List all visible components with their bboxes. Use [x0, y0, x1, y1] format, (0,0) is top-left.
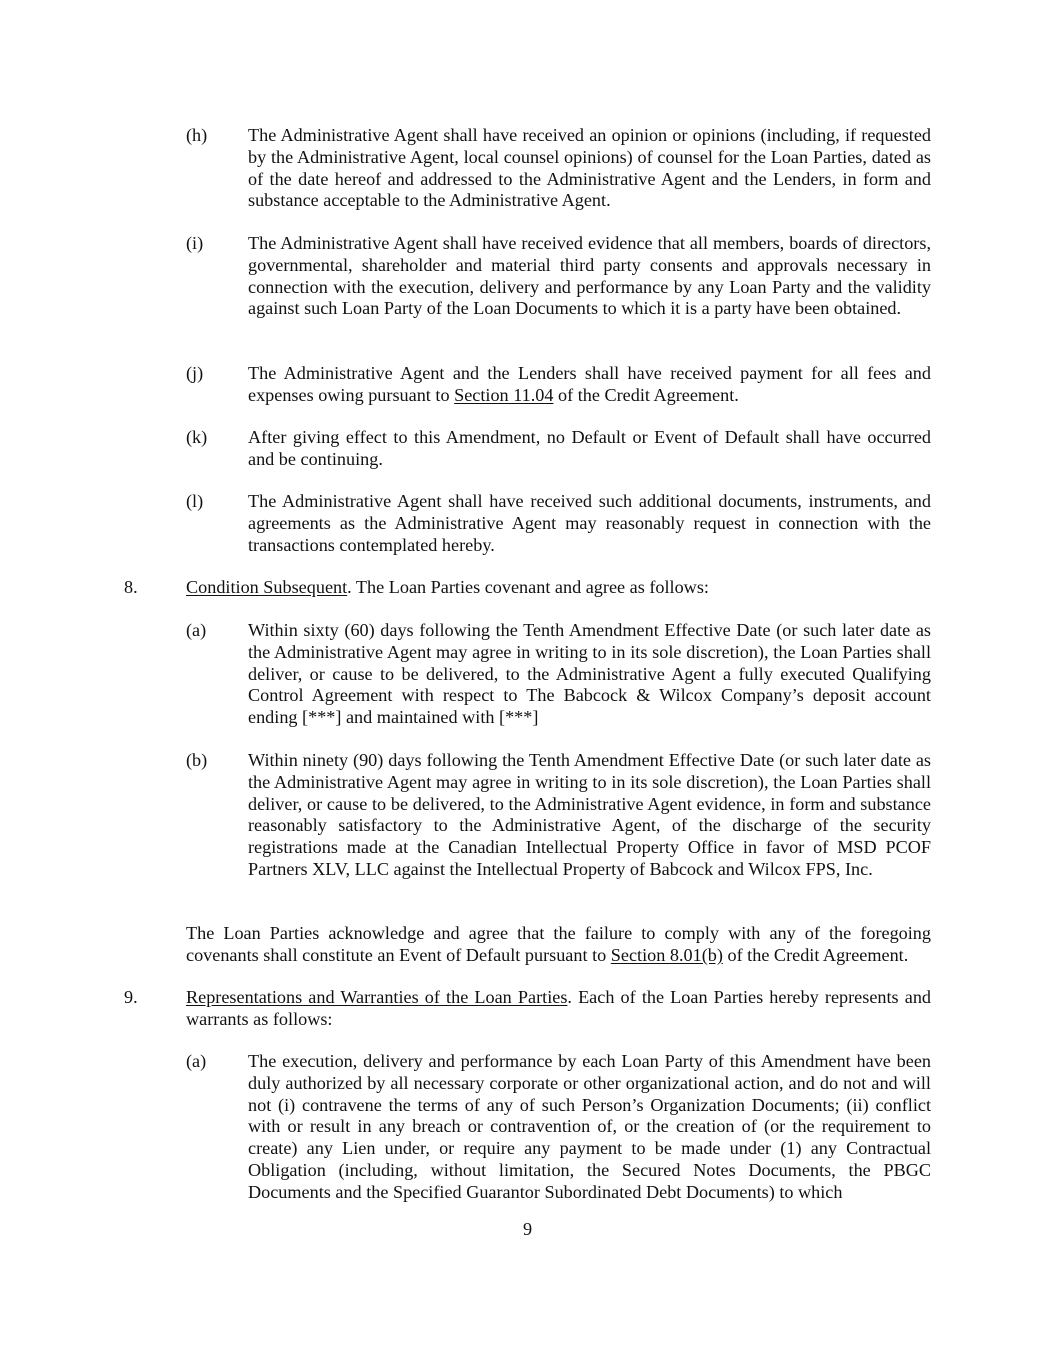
item-label-8b: (b): [186, 750, 208, 770]
section-reference: Section 8.01(b): [610, 944, 723, 965]
section-9-heading-line: [186, 987, 931, 1031]
item-text-h: The Administrative Agent shall have received an opinion or opinions (including, if requested by the Administrative Agent, local counsel opinions) of counsel for the Loan Parties, dated as of the date hereof and addressed to the Administrative Agent and the Lenders, in form and substance acceptable to the Administrative Agent.: [248, 125, 931, 211]
section-9-intro: . Each of the Loan Parties hereby represents and warrants as follows:: [186, 987, 932, 1029]
section-8-heading-line: [186, 577, 931, 599]
section-8-intro: . The Loan Parties covenant and agree as follows:: [347, 577, 709, 597]
item-label-i: (i): [186, 233, 204, 253]
section-8-number: 8.: [124, 577, 138, 597]
item-text-j-before: The Administrative Agent and the Lenders shall have received payment for all fees and expenses owing pursuant to: [248, 363, 931, 405]
item-label-k: (k): [186, 427, 208, 447]
item-text-j: [248, 363, 931, 407]
section-reference: Section 11.04: [454, 384, 554, 405]
item-label-8a: (a): [186, 620, 207, 640]
item-text-l: The Administrative Agent shall have received such additional documents, instruments, and agreements as the Administrative Agent may reasonably request in connection with the transactions contemplated hereby.: [248, 491, 931, 555]
section-9-heading: Representations and Warranties of the Loan Parties: [186, 987, 568, 1007]
item-label-h: (h): [186, 125, 208, 145]
closing-after: of the Credit Agreement.: [722, 944, 909, 965]
item-label-9a: (a): [186, 1051, 207, 1071]
item-text-j-after: of the Credit Agreement.: [553, 384, 739, 405]
closing-before: The Loan Parties acknowledge and agree that the failure to comply with any of the foregoing covenants shall constitute an Event of Default pursuant to: [186, 923, 931, 965]
item-text-i: The Administrative Agent shall have received evidence that all members, boards of directors, governmental, shareholder and material third party consents and approvals necessary in connection with the execution, delivery and performance by any Loan Party and the validity against such Loan Party of the Loan Documents to which it is a party have been obtained.: [248, 233, 931, 319]
item-text-k: After giving effect to this Amendment, no Default or Event of Default shall have occurred and be continuing.: [248, 427, 931, 469]
section-9-number: 9.: [124, 987, 138, 1007]
section-8-heading: Condition Subsequent: [186, 577, 348, 597]
item-text-8b: Within ninety (90) days following the Tenth Amendment Effective Date (or such later date as the Administrative Agent may agree in writing to in its sole discretion), the Loan Parties shall deliver, or cause to be delivered, to the Administrative Agent evidence, in form and substance reasonably satisfactory to the Administrative Agent, of the discharge of the security registrations made at the Canadian Intellectual Property Office in favor of MSD PCOF Partners XLV, LLC against the Intellectual Property of Babcock and Wilcox FPS, Inc.: [248, 750, 931, 879]
item-text-9a: The execution, delivery and performance by each Loan Party of this Amendment have been duly authorized by all necessary corporate or other organizational action, and do not and will not (i) contravene the terms of any of such Person’s Organization Documents; (ii) conflict with or result in any breach or contravention of, or the creation of (or the requirement to create) any Lien under, or require any payment to be made under (1) any Contractual Obligation (including, without limitation, the Secured Notes Documents, the PBGC Documents and the Specified Guarantor Subordinated Debt Documents) to which: [248, 1051, 931, 1202]
item-label-l: (l): [186, 491, 204, 511]
item-label-j: (j): [186, 363, 204, 383]
item-text-8a: Within sixty (60) days following the Tenth Amendment Effective Date (or such later date as the Administrative Agent may agree in writing to in its sole discretion), the Loan Parties shall deliver, or cause to be delivered, to the Administrative Agent a fully executed Qualifying Control Agreement with respect to The Babcock & Wilcox Company’s deposit account ending [***] and maintained with [***]: [248, 620, 931, 728]
page-number: 9: [522, 1219, 533, 1239]
section-8-closing: [186, 923, 931, 967]
